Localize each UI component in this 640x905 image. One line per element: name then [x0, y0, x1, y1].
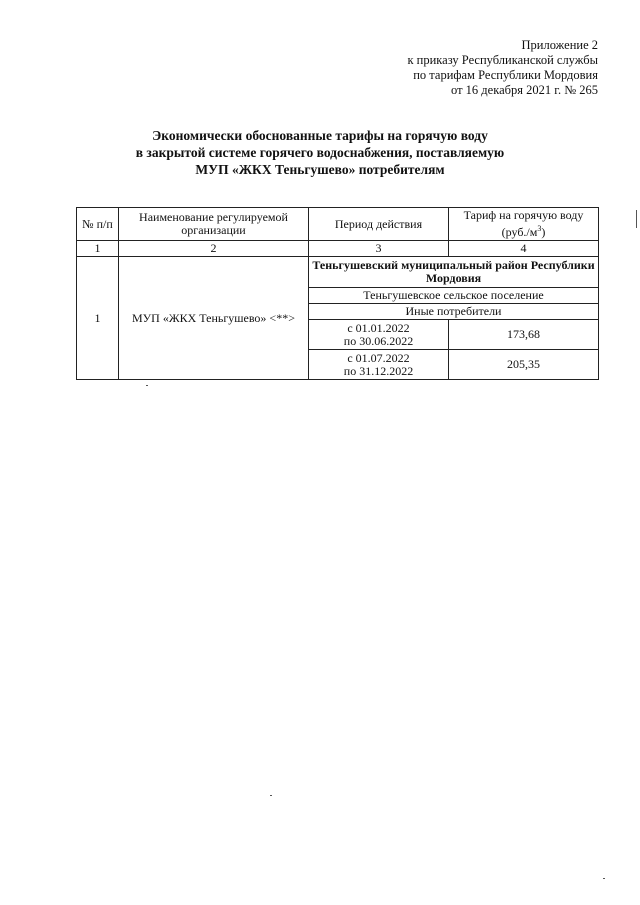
header-tariff-close: )	[541, 225, 546, 239]
consumers-label: Иные потребители	[309, 304, 599, 320]
settlement-label: Теньгушевское сельское поселение	[309, 288, 599, 304]
appendix-line-4: от 16 декабря 2021 г. № 265	[450, 83, 598, 97]
col-number-3: 3	[309, 241, 449, 257]
period-2-from: с 01.07.2022	[347, 350, 410, 365]
tariff-table	[76, 207, 599, 380]
header-num: № п/п	[77, 208, 119, 241]
header-org: Наименование регулируемой организации	[119, 208, 309, 241]
title-line-3: МУП «ЖКХ Теньгушево» потребителям	[195, 162, 445, 177]
table-header-row	[77, 208, 599, 241]
period-1	[309, 320, 449, 350]
document-title	[0, 127, 640, 178]
col-number-2: 2	[119, 241, 309, 257]
tariff-1: 173,68	[449, 320, 599, 350]
title-line-2: в закрытой системе горячего водоснабжения, поставляемую	[135, 145, 505, 160]
row-org: МУП «ЖКХ Теньгушево» <**>	[119, 257, 309, 380]
tariff-2: 205,35	[449, 350, 599, 380]
appendix-header	[407, 38, 598, 98]
header-tariff-text: Тариф на горячую воду (руб./м	[463, 208, 584, 239]
period-1-to: по 30.06.2022	[343, 333, 414, 348]
appendix-line-2: к приказу Республиканской службы	[407, 53, 598, 67]
scan-speck	[270, 795, 272, 796]
period-2-to: по 31.12.2022	[343, 363, 414, 378]
scan-speck	[636, 210, 637, 228]
scan-speck	[146, 385, 148, 386]
col-number-4: 4	[449, 241, 599, 257]
period-2	[309, 350, 449, 380]
district-label: Теньгушевский муниципальный район Республики Мордовия	[309, 257, 599, 288]
column-number-row	[77, 241, 599, 257]
header-tariff-sup: 3	[537, 224, 542, 233]
title-line-1: Экономически обоснованные тарифы на горячую воду	[152, 128, 488, 143]
header-period: Период действия	[309, 208, 449, 241]
appendix-line-3: по тарифам Республики Мордовия	[413, 68, 598, 82]
row-num: 1	[77, 257, 119, 380]
appendix-line-1: Приложение 2	[521, 38, 598, 52]
scan-speck	[603, 878, 605, 879]
col-number-1: 1	[77, 241, 119, 257]
header-tariff	[449, 208, 599, 241]
table-row	[77, 257, 599, 288]
period-1-from: с 01.01.2022	[347, 320, 410, 335]
